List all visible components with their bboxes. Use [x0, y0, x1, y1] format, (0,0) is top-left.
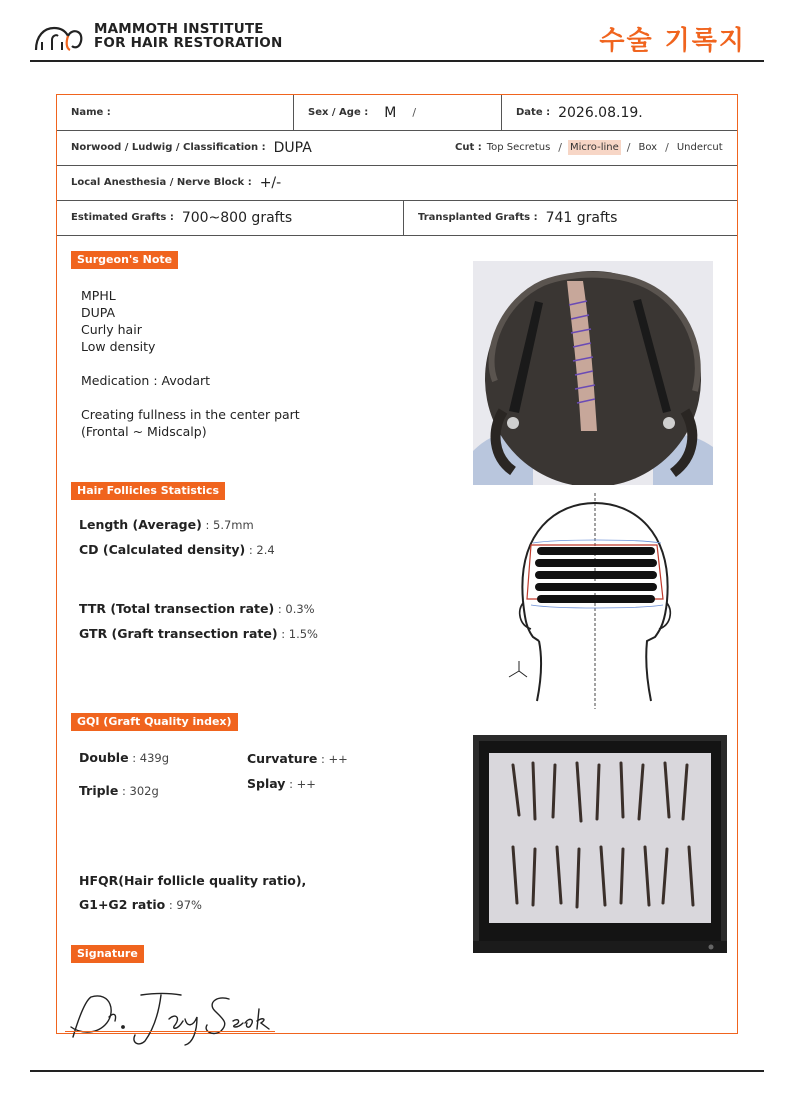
- cut-option-micro-line[interactable]: Micro-line: [570, 142, 619, 153]
- transplanted-field[interactable]: 741 grafts: [545, 209, 618, 226]
- page-title: 수술 기록지: [599, 26, 746, 56]
- classification-field[interactable]: DUPA: [273, 139, 312, 156]
- mammoth-logo-icon: [32, 22, 88, 54]
- double-label: Double: [79, 750, 129, 765]
- note-line: (Frontal ~ Midscalp): [81, 424, 207, 439]
- note-spacer: [81, 355, 300, 372]
- hfqr-label: HFQR(Hair follicle quality ratio),: [79, 873, 307, 888]
- curvature-stat: [247, 751, 348, 766]
- gtr-value: : 1.5%: [277, 627, 318, 641]
- cut-option-box[interactable]: Box: [638, 142, 658, 153]
- triple-label: Triple: [79, 783, 119, 798]
- ratio-label: G1+G2 ratio: [79, 897, 166, 912]
- cut-option-top-secretus[interactable]: Top Secretus: [486, 142, 551, 153]
- signature-heading: [71, 945, 457, 963]
- anesthesia-cell: [57, 165, 737, 200]
- anesthesia-label: Local Anesthesia / Nerve Block :: [71, 177, 252, 188]
- name-cell: [57, 95, 293, 130]
- section-tag: GQI (Graft Quality index): [71, 713, 238, 731]
- scalp-photo: [473, 261, 713, 485]
- sex-age-cell: [293, 95, 501, 130]
- anesthesia-field[interactable]: +/-: [259, 174, 282, 191]
- name-label: Name :: [71, 107, 111, 118]
- ttr-label: TTR (Total transection rate): [79, 601, 275, 616]
- form-row-classification: [57, 130, 737, 166]
- classification-cell: [57, 130, 437, 165]
- note-line: Creating fullness in the center part: [81, 407, 300, 422]
- ratio-value: : 97%: [165, 898, 202, 912]
- section-tag: Signature: [71, 945, 144, 963]
- splay-stat: [247, 776, 316, 791]
- triple-stat: [79, 783, 159, 798]
- cut-separator: /: [626, 141, 631, 154]
- ratio-stat: [79, 897, 202, 912]
- surgeons-note-heading: [71, 251, 457, 269]
- donor-area-diagram: [497, 491, 697, 711]
- splay-value: : ++: [285, 777, 316, 791]
- section-tag: Hair Follicles Statistics: [71, 482, 225, 500]
- form-row-name: [57, 95, 737, 131]
- date-label: Date :: [516, 107, 551, 118]
- length-stat: [79, 517, 254, 532]
- double-value: : 439g: [128, 751, 170, 765]
- cd-value: : 2.4: [245, 543, 275, 557]
- form-row-anesthesia: [57, 165, 737, 201]
- estimated-label: Estimated Grafts :: [71, 212, 174, 223]
- curvature-value: : ++: [317, 752, 348, 766]
- note-line: Medication : Avodart: [81, 373, 211, 388]
- classification-label: Norwood / Ludwig / Classification :: [71, 142, 266, 153]
- age-separator: /: [412, 106, 417, 119]
- hfqr-stat: [79, 873, 306, 888]
- cut-option-undercut[interactable]: Undercut: [676, 142, 723, 153]
- length-value: : 5.7mm: [201, 518, 254, 532]
- logo-wordmark: [94, 22, 283, 50]
- note-line: DUPA: [81, 305, 116, 320]
- date-field[interactable]: 2026.08.19.: [558, 104, 643, 121]
- section-tag: Surgeon's Note: [71, 251, 178, 269]
- cut-separator: /: [665, 141, 669, 154]
- note-line: Low density: [81, 339, 156, 354]
- length-label: Length (Average): [79, 517, 202, 532]
- logo-line-1: MAMMOTH INSTITUTE: [94, 21, 264, 37]
- surgeons-note-text: [81, 287, 300, 440]
- note-line: MPHL: [81, 288, 116, 303]
- gtr-label: GTR (Graft transection rate): [79, 626, 278, 641]
- signature-line: [65, 1031, 275, 1032]
- transplanted-cell: [403, 200, 737, 235]
- footer-rule: [30, 1070, 764, 1072]
- curvature-label: Curvature: [247, 751, 318, 766]
- splay-label: Splay: [247, 776, 286, 791]
- cut-label: Cut :: [455, 142, 482, 153]
- triple-value: : 302g: [118, 784, 159, 798]
- double-stat: [79, 750, 169, 765]
- logo-line-2: FOR HAIR RESTORATION: [94, 35, 283, 51]
- cd-stat: [79, 542, 275, 557]
- cd-label: CD (Calculated density): [79, 542, 246, 557]
- document-header: [30, 14, 764, 62]
- signature-image: [65, 987, 279, 1049]
- estimated-cell: [57, 200, 403, 235]
- date-cell: [501, 95, 737, 130]
- sex-field[interactable]: M: [384, 104, 397, 121]
- sex-age-label: Sex / Age :: [308, 107, 369, 118]
- gtr-stat: [79, 626, 318, 641]
- cut-cell: [441, 130, 737, 165]
- transplanted-label: Transplanted Grafts :: [418, 212, 538, 223]
- gqi-heading: [71, 713, 457, 731]
- follicle-stats-heading: [71, 482, 457, 500]
- ttr-value: : 0.3%: [274, 602, 315, 616]
- record-form: [56, 94, 738, 1034]
- form-row-grafts: [57, 200, 737, 236]
- estimated-field[interactable]: 700~800 grafts: [181, 209, 293, 226]
- note-spacer: [81, 389, 300, 406]
- ttr-stat: [79, 601, 315, 616]
- graft-monitor-photo: [473, 735, 727, 953]
- note-line: Curly hair: [81, 322, 142, 337]
- cut-separator: /: [558, 141, 563, 154]
